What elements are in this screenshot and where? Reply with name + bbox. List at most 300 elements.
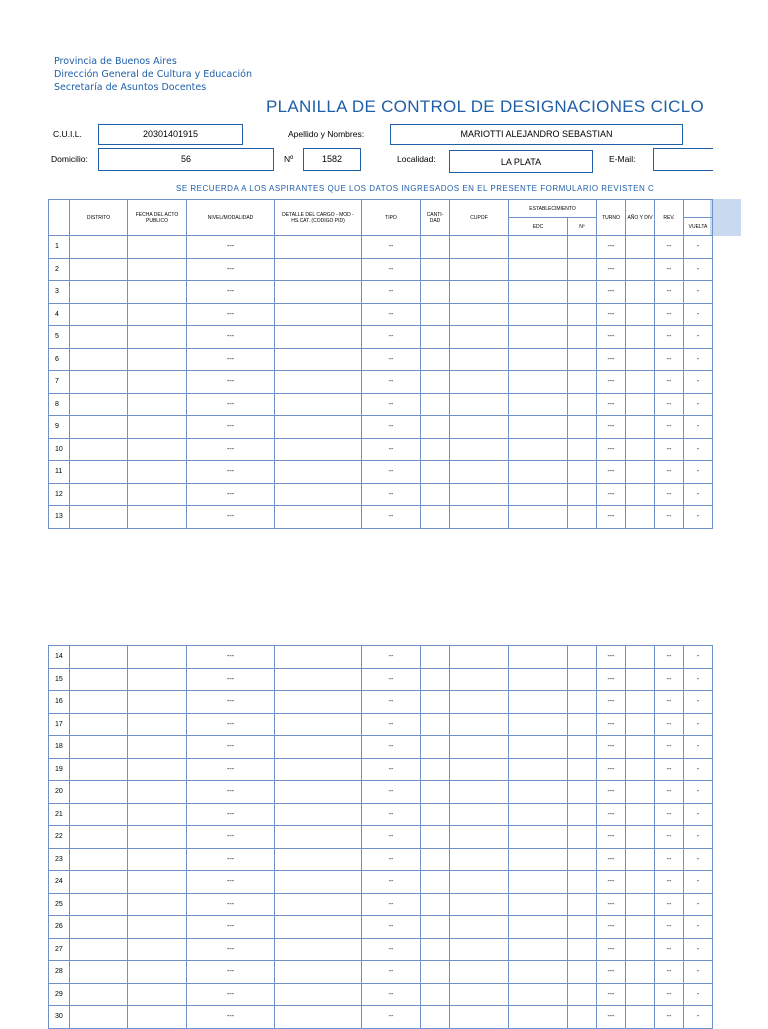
nro-cell[interactable] [568, 348, 597, 371]
detalle-cell[interactable] [275, 668, 362, 691]
nivel-cell[interactable]: --- [187, 1006, 275, 1029]
cantidad-cell[interactable] [421, 371, 450, 394]
vuelta-cell[interactable]: - [684, 691, 713, 714]
vuelta-cell[interactable]: - [684, 961, 713, 984]
vuelta-cell[interactable]: - [684, 393, 713, 416]
fecha-cell[interactable] [128, 893, 187, 916]
nro-cell[interactable] [568, 736, 597, 759]
turno-cell[interactable]: --- [597, 258, 626, 281]
fecha-cell[interactable] [128, 916, 187, 939]
anio-cell[interactable] [626, 326, 655, 349]
fecha-cell[interactable] [128, 983, 187, 1006]
turno-cell[interactable]: --- [597, 826, 626, 849]
tipo-cell[interactable]: -- [362, 713, 421, 736]
anio-cell[interactable] [626, 893, 655, 916]
distrito-cell[interactable] [70, 646, 128, 669]
cupof-cell[interactable] [450, 1006, 509, 1029]
detalle-cell[interactable] [275, 303, 362, 326]
cantidad-cell[interactable] [421, 736, 450, 759]
nivel-cell[interactable]: --- [187, 848, 275, 871]
detalle-cell[interactable] [275, 713, 362, 736]
detalle-cell[interactable] [275, 781, 362, 804]
rev-cell[interactable]: -- [655, 461, 684, 484]
anio-cell[interactable] [626, 803, 655, 826]
nivel-cell[interactable]: --- [187, 691, 275, 714]
edc-cell[interactable] [509, 983, 568, 1006]
turno-cell[interactable]: --- [597, 281, 626, 304]
fecha-cell[interactable] [128, 668, 187, 691]
tipo-cell[interactable]: -- [362, 691, 421, 714]
detalle-cell[interactable] [275, 983, 362, 1006]
tipo-cell[interactable]: -- [362, 438, 421, 461]
anio-cell[interactable] [626, 1006, 655, 1029]
anio-cell[interactable] [626, 506, 655, 529]
edc-cell[interactable] [509, 961, 568, 984]
nro-cell[interactable] [568, 781, 597, 804]
turno-cell[interactable]: --- [597, 303, 626, 326]
tipo-cell[interactable]: -- [362, 668, 421, 691]
vuelta-cell[interactable]: - [684, 826, 713, 849]
distrito-cell[interactable] [70, 668, 128, 691]
tipo-cell[interactable]: -- [362, 393, 421, 416]
cupof-cell[interactable] [450, 691, 509, 714]
cantidad-cell[interactable] [421, 438, 450, 461]
fecha-cell[interactable] [128, 258, 187, 281]
cantidad-cell[interactable] [421, 961, 450, 984]
anio-cell[interactable] [626, 961, 655, 984]
rev-cell[interactable]: -- [655, 916, 684, 939]
nivel-cell[interactable]: --- [187, 461, 275, 484]
rev-cell[interactable]: -- [655, 438, 684, 461]
rev-cell[interactable]: -- [655, 393, 684, 416]
fecha-cell[interactable] [128, 1006, 187, 1029]
distrito-cell[interactable] [70, 938, 128, 961]
tipo-cell[interactable]: -- [362, 916, 421, 939]
tipo-cell[interactable]: -- [362, 281, 421, 304]
nro-cell[interactable] [568, 983, 597, 1006]
anio-cell[interactable] [626, 393, 655, 416]
nivel-cell[interactable]: --- [187, 871, 275, 894]
rev-cell[interactable]: -- [655, 348, 684, 371]
rev-cell[interactable]: -- [655, 713, 684, 736]
cupof-cell[interactable] [450, 393, 509, 416]
vuelta-cell[interactable]: - [684, 438, 713, 461]
distrito-cell[interactable] [70, 393, 128, 416]
rev-cell[interactable]: -- [655, 938, 684, 961]
fecha-cell[interactable] [128, 871, 187, 894]
nivel-cell[interactable]: --- [187, 961, 275, 984]
rev-cell[interactable]: -- [655, 736, 684, 759]
vuelta-cell[interactable]: - [684, 736, 713, 759]
turno-cell[interactable]: --- [597, 983, 626, 1006]
anio-cell[interactable] [626, 916, 655, 939]
tipo-cell[interactable]: -- [362, 1006, 421, 1029]
cantidad-cell[interactable] [421, 826, 450, 849]
tipo-cell[interactable]: -- [362, 236, 421, 259]
nivel-cell[interactable]: --- [187, 303, 275, 326]
anio-cell[interactable] [626, 483, 655, 506]
cantidad-cell[interactable] [421, 483, 450, 506]
cupof-cell[interactable] [450, 281, 509, 304]
nro-cell[interactable] [568, 938, 597, 961]
cupof-cell[interactable] [450, 258, 509, 281]
turno-cell[interactable]: --- [597, 646, 626, 669]
rev-cell[interactable]: -- [655, 758, 684, 781]
tipo-cell[interactable]: -- [362, 781, 421, 804]
edc-cell[interactable] [509, 416, 568, 439]
detalle-cell[interactable] [275, 758, 362, 781]
nivel-cell[interactable]: --- [187, 781, 275, 804]
nro-cell[interactable] [568, 326, 597, 349]
tipo-cell[interactable]: -- [362, 371, 421, 394]
rev-cell[interactable]: -- [655, 826, 684, 849]
fecha-cell[interactable] [128, 713, 187, 736]
cupof-cell[interactable] [450, 483, 509, 506]
edc-cell[interactable] [509, 1006, 568, 1029]
nivel-cell[interactable]: --- [187, 803, 275, 826]
turno-cell[interactable]: --- [597, 691, 626, 714]
nro-cell[interactable] [568, 893, 597, 916]
edc-cell[interactable] [509, 893, 568, 916]
turno-cell[interactable]: --- [597, 438, 626, 461]
detalle-cell[interactable] [275, 916, 362, 939]
nivel-cell[interactable]: --- [187, 668, 275, 691]
anio-cell[interactable] [626, 461, 655, 484]
distrito-cell[interactable] [70, 893, 128, 916]
edc-cell[interactable] [509, 803, 568, 826]
nro-cell[interactable] [568, 916, 597, 939]
rev-cell[interactable]: -- [655, 281, 684, 304]
cantidad-cell[interactable] [421, 416, 450, 439]
detalle-cell[interactable] [275, 646, 362, 669]
cantidad-cell[interactable] [421, 848, 450, 871]
vuelta-cell[interactable]: - [684, 938, 713, 961]
anio-cell[interactable] [626, 736, 655, 759]
detalle-cell[interactable] [275, 371, 362, 394]
cantidad-cell[interactable] [421, 803, 450, 826]
detalle-cell[interactable] [275, 258, 362, 281]
turno-cell[interactable]: --- [597, 1006, 626, 1029]
vuelta-cell[interactable]: - [684, 758, 713, 781]
distrito-cell[interactable] [70, 758, 128, 781]
fecha-cell[interactable] [128, 303, 187, 326]
turno-cell[interactable]: --- [597, 713, 626, 736]
cupof-cell[interactable] [450, 961, 509, 984]
distrito-cell[interactable] [70, 258, 128, 281]
cantidad-cell[interactable] [421, 691, 450, 714]
edc-cell[interactable] [509, 736, 568, 759]
distrito-cell[interactable] [70, 983, 128, 1006]
vuelta-cell[interactable]: - [684, 916, 713, 939]
cantidad-cell[interactable] [421, 258, 450, 281]
edc-cell[interactable] [509, 348, 568, 371]
distrito-cell[interactable] [70, 483, 128, 506]
vuelta-cell[interactable]: - [684, 506, 713, 529]
nombre-field[interactable]: MARIOTTI ALEJANDRO SEBASTIAN [390, 124, 683, 145]
detalle-cell[interactable] [275, 393, 362, 416]
nivel-cell[interactable]: --- [187, 938, 275, 961]
edc-cell[interactable] [509, 713, 568, 736]
detalle-cell[interactable] [275, 348, 362, 371]
cupof-cell[interactable] [450, 506, 509, 529]
nro-cell[interactable] [568, 393, 597, 416]
detalle-cell[interactable] [275, 326, 362, 349]
nro-cell[interactable] [568, 303, 597, 326]
cupof-cell[interactable] [450, 416, 509, 439]
turno-cell[interactable]: --- [597, 961, 626, 984]
edc-cell[interactable] [509, 303, 568, 326]
cupof-cell[interactable] [450, 781, 509, 804]
detalle-cell[interactable] [275, 506, 362, 529]
cantidad-cell[interactable] [421, 281, 450, 304]
cantidad-cell[interactable] [421, 348, 450, 371]
cupof-cell[interactable] [450, 983, 509, 1006]
edc-cell[interactable] [509, 393, 568, 416]
distrito-cell[interactable] [70, 803, 128, 826]
nro-cell[interactable] [568, 1006, 597, 1029]
nivel-cell[interactable]: --- [187, 826, 275, 849]
turno-cell[interactable]: --- [597, 326, 626, 349]
fecha-cell[interactable] [128, 938, 187, 961]
cantidad-cell[interactable] [421, 646, 450, 669]
vuelta-cell[interactable]: - [684, 303, 713, 326]
cantidad-cell[interactable] [421, 303, 450, 326]
detalle-cell[interactable] [275, 281, 362, 304]
edc-cell[interactable] [509, 506, 568, 529]
cantidad-cell[interactable] [421, 916, 450, 939]
turno-cell[interactable]: --- [597, 668, 626, 691]
turno-cell[interactable]: --- [597, 758, 626, 781]
edc-cell[interactable] [509, 826, 568, 849]
cupof-cell[interactable] [450, 713, 509, 736]
turno-cell[interactable]: --- [597, 803, 626, 826]
anio-cell[interactable] [626, 371, 655, 394]
detalle-cell[interactable] [275, 691, 362, 714]
vuelta-cell[interactable]: - [684, 781, 713, 804]
anio-cell[interactable] [626, 646, 655, 669]
turno-cell[interactable]: --- [597, 416, 626, 439]
numero-field[interactable]: 1582 [303, 148, 361, 171]
rev-cell[interactable]: -- [655, 961, 684, 984]
vuelta-cell[interactable]: - [684, 713, 713, 736]
detalle-cell[interactable] [275, 826, 362, 849]
vuelta-cell[interactable]: - [684, 983, 713, 1006]
rev-cell[interactable]: -- [655, 803, 684, 826]
vuelta-cell[interactable]: - [684, 803, 713, 826]
distrito-cell[interactable] [70, 438, 128, 461]
cantidad-cell[interactable] [421, 871, 450, 894]
cupof-cell[interactable] [450, 736, 509, 759]
anio-cell[interactable] [626, 236, 655, 259]
cupof-cell[interactable] [450, 348, 509, 371]
anio-cell[interactable] [626, 781, 655, 804]
nro-cell[interactable] [568, 416, 597, 439]
vuelta-cell[interactable]: - [684, 871, 713, 894]
rev-cell[interactable]: -- [655, 236, 684, 259]
nivel-cell[interactable]: --- [187, 236, 275, 259]
distrito-cell[interactable] [70, 303, 128, 326]
fecha-cell[interactable] [128, 438, 187, 461]
nivel-cell[interactable]: --- [187, 506, 275, 529]
tipo-cell[interactable]: -- [362, 258, 421, 281]
anio-cell[interactable] [626, 416, 655, 439]
turno-cell[interactable]: --- [597, 461, 626, 484]
turno-cell[interactable]: --- [597, 393, 626, 416]
turno-cell[interactable]: --- [597, 938, 626, 961]
fecha-cell[interactable] [128, 781, 187, 804]
fecha-cell[interactable] [128, 736, 187, 759]
cupof-cell[interactable] [450, 893, 509, 916]
edc-cell[interactable] [509, 668, 568, 691]
nro-cell[interactable] [568, 668, 597, 691]
edc-cell[interactable] [509, 646, 568, 669]
edc-cell[interactable] [509, 258, 568, 281]
fecha-cell[interactable] [128, 826, 187, 849]
vuelta-cell[interactable]: - [684, 258, 713, 281]
edc-cell[interactable] [509, 758, 568, 781]
detalle-cell[interactable] [275, 871, 362, 894]
nro-cell[interactable] [568, 461, 597, 484]
domicilio-field[interactable]: 56 [98, 148, 274, 171]
rev-cell[interactable]: -- [655, 371, 684, 394]
distrito-cell[interactable] [70, 691, 128, 714]
nro-cell[interactable] [568, 803, 597, 826]
fecha-cell[interactable] [128, 691, 187, 714]
tipo-cell[interactable]: -- [362, 416, 421, 439]
tipo-cell[interactable]: -- [362, 303, 421, 326]
turno-cell[interactable]: --- [597, 893, 626, 916]
tipo-cell[interactable]: -- [362, 826, 421, 849]
rev-cell[interactable]: -- [655, 893, 684, 916]
cupof-cell[interactable] [450, 646, 509, 669]
rev-cell[interactable]: -- [655, 668, 684, 691]
rev-cell[interactable]: -- [655, 416, 684, 439]
nro-cell[interactable] [568, 646, 597, 669]
nivel-cell[interactable]: --- [187, 416, 275, 439]
anio-cell[interactable] [626, 758, 655, 781]
detalle-cell[interactable] [275, 938, 362, 961]
edc-cell[interactable] [509, 938, 568, 961]
distrito-cell[interactable] [70, 371, 128, 394]
distrito-cell[interactable] [70, 826, 128, 849]
distrito-cell[interactable] [70, 236, 128, 259]
nro-cell[interactable] [568, 236, 597, 259]
cantidad-cell[interactable] [421, 236, 450, 259]
rev-cell[interactable]: -- [655, 691, 684, 714]
nivel-cell[interactable]: --- [187, 646, 275, 669]
fecha-cell[interactable] [128, 326, 187, 349]
vuelta-cell[interactable]: - [684, 416, 713, 439]
edc-cell[interactable] [509, 691, 568, 714]
nro-cell[interactable] [568, 438, 597, 461]
detalle-cell[interactable] [275, 736, 362, 759]
rev-cell[interactable]: -- [655, 303, 684, 326]
vuelta-cell[interactable]: - [684, 1006, 713, 1029]
cupof-cell[interactable] [450, 438, 509, 461]
vuelta-cell[interactable]: - [684, 483, 713, 506]
nivel-cell[interactable]: --- [187, 736, 275, 759]
nivel-cell[interactable]: --- [187, 916, 275, 939]
distrito-cell[interactable] [70, 348, 128, 371]
anio-cell[interactable] [626, 983, 655, 1006]
tipo-cell[interactable]: -- [362, 483, 421, 506]
turno-cell[interactable]: --- [597, 371, 626, 394]
rev-cell[interactable]: -- [655, 506, 684, 529]
anio-cell[interactable] [626, 691, 655, 714]
cantidad-cell[interactable] [421, 668, 450, 691]
vuelta-cell[interactable]: - [684, 236, 713, 259]
edc-cell[interactable] [509, 236, 568, 259]
cupof-cell[interactable] [450, 826, 509, 849]
fecha-cell[interactable] [128, 483, 187, 506]
cantidad-cell[interactable] [421, 393, 450, 416]
nro-cell[interactable] [568, 506, 597, 529]
fecha-cell[interactable] [128, 961, 187, 984]
vuelta-cell[interactable]: - [684, 893, 713, 916]
rev-cell[interactable]: -- [655, 646, 684, 669]
distrito-cell[interactable] [70, 916, 128, 939]
detalle-cell[interactable] [275, 803, 362, 826]
cupof-cell[interactable] [450, 668, 509, 691]
nro-cell[interactable] [568, 281, 597, 304]
turno-cell[interactable]: --- [597, 506, 626, 529]
vuelta-cell[interactable]: - [684, 848, 713, 871]
nro-cell[interactable] [568, 371, 597, 394]
nivel-cell[interactable]: --- [187, 758, 275, 781]
vuelta-cell[interactable]: - [684, 668, 713, 691]
nivel-cell[interactable]: --- [187, 438, 275, 461]
distrito-cell[interactable] [70, 871, 128, 894]
distrito-cell[interactable] [70, 281, 128, 304]
anio-cell[interactable] [626, 281, 655, 304]
nivel-cell[interactable]: --- [187, 713, 275, 736]
detalle-cell[interactable] [275, 1006, 362, 1029]
fecha-cell[interactable] [128, 803, 187, 826]
tipo-cell[interactable]: -- [362, 326, 421, 349]
nro-cell[interactable] [568, 483, 597, 506]
rev-cell[interactable]: -- [655, 781, 684, 804]
anio-cell[interactable] [626, 303, 655, 326]
edc-cell[interactable] [509, 371, 568, 394]
tipo-cell[interactable]: -- [362, 758, 421, 781]
distrito-cell[interactable] [70, 781, 128, 804]
cuil-field[interactable]: 20301401915 [98, 124, 243, 145]
anio-cell[interactable] [626, 871, 655, 894]
nivel-cell[interactable]: --- [187, 281, 275, 304]
rev-cell[interactable]: -- [655, 483, 684, 506]
distrito-cell[interactable] [70, 461, 128, 484]
fecha-cell[interactable] [128, 393, 187, 416]
nro-cell[interactable] [568, 691, 597, 714]
nro-cell[interactable] [568, 713, 597, 736]
fecha-cell[interactable] [128, 646, 187, 669]
cantidad-cell[interactable] [421, 461, 450, 484]
edc-cell[interactable] [509, 781, 568, 804]
edc-cell[interactable] [509, 461, 568, 484]
rev-cell[interactable]: -- [655, 1006, 684, 1029]
distrito-cell[interactable] [70, 326, 128, 349]
tipo-cell[interactable]: -- [362, 983, 421, 1006]
nivel-cell[interactable]: --- [187, 393, 275, 416]
email-field[interactable] [653, 148, 713, 171]
edc-cell[interactable] [509, 871, 568, 894]
nro-cell[interactable] [568, 871, 597, 894]
distrito-cell[interactable] [70, 961, 128, 984]
nro-cell[interactable] [568, 961, 597, 984]
nivel-cell[interactable]: --- [187, 893, 275, 916]
fecha-cell[interactable] [128, 506, 187, 529]
edc-cell[interactable] [509, 281, 568, 304]
